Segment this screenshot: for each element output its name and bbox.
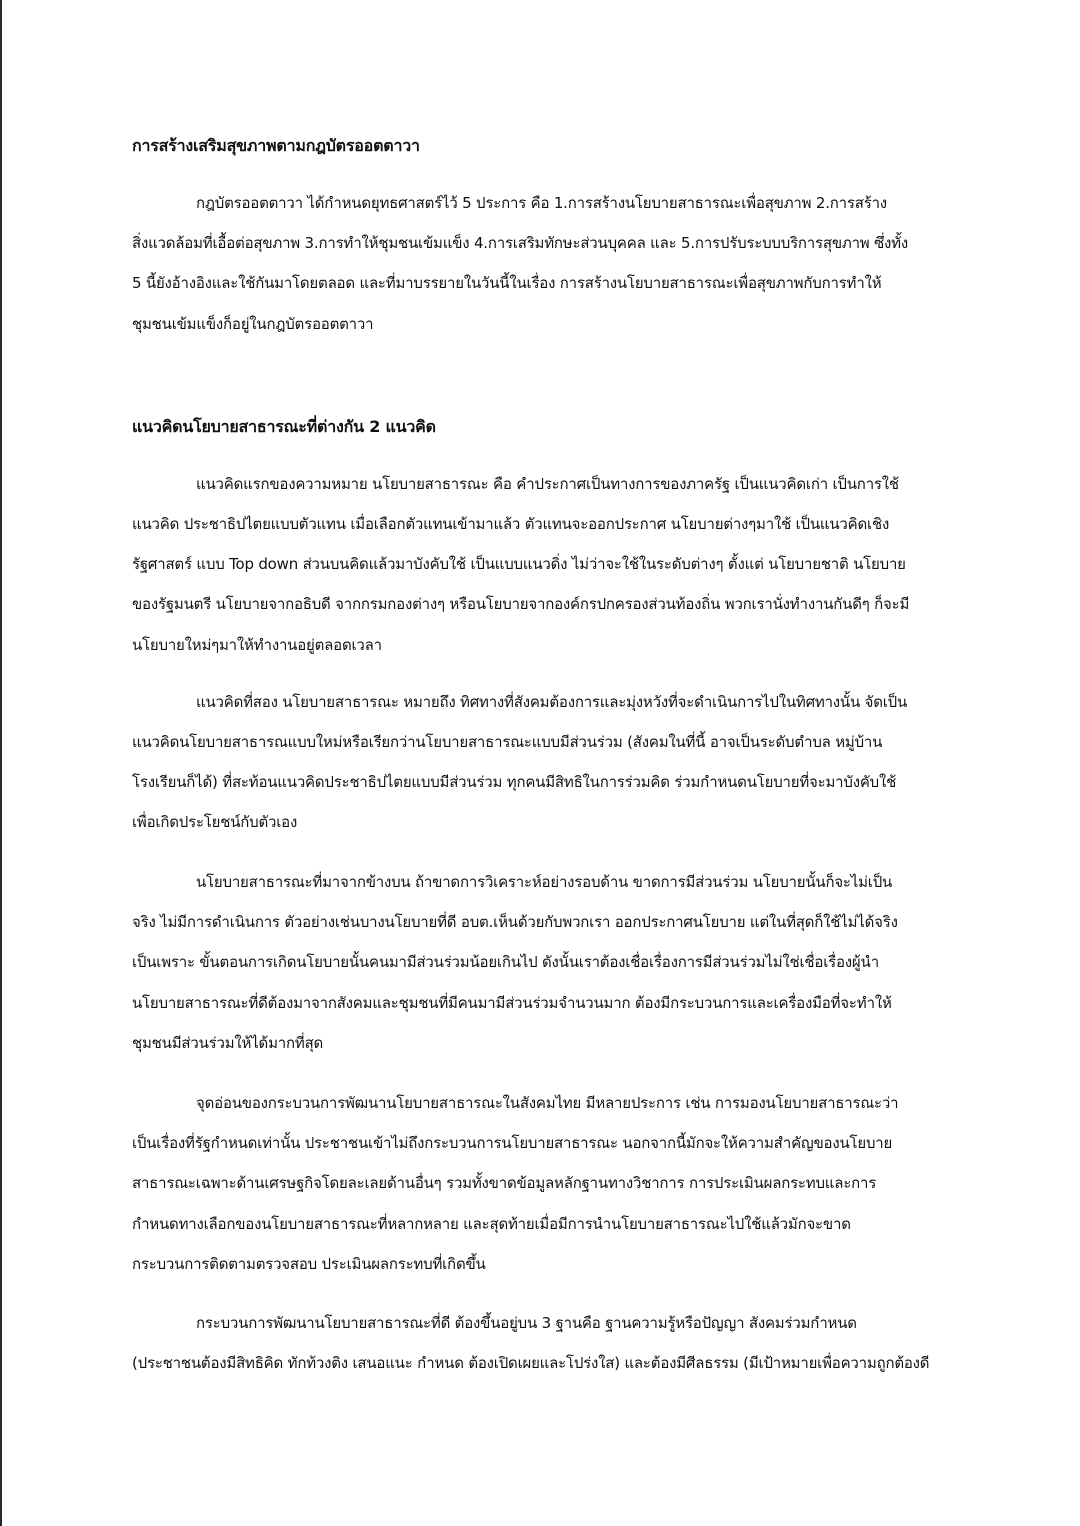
paragraph-line: นโยบายสาธารณะที่ดีต้องมาจากสังคมและชุมชนที่มีคนมามีส่วนร่วมจำนวนมาก ต้องมีกระบวนการและเครื่องมือที่จะทำให้ <box>132 994 892 1012</box>
paragraph-line: กระบวนการพัฒนานโยบายสาธารณะที่ดี ต้องขึ้นอยู่บน 3 ฐานคือ ฐานความรู้หรือปัญญา สังคมร่วมกำหนด <box>196 1314 857 1332</box>
paragraph-line: แนวคิด ประชาธิปไตยแบบตัวแทน เมื่อเลือกตัวแทนเข้ามาแล้ว ตัวแทนจะออกประกาศ นโยบายต่างๆมาใช้ เป็นแนวคิดเชิง <box>132 515 890 533</box>
paragraph-line: สาธารณะเฉพาะด้านเศรษฐกิจโดยละเลยด้านอื่นๆ รวมทั้งขาดข้อมูลหลักฐานทางวิชาการ การประเมินผลกระทบและการ <box>132 1174 877 1192</box>
paragraph-line: กำหนดทางเลือกของนโยบายสาธารณะที่หลากหลาย และสุดท้ายเมื่อมีการนำนโยบายสาธารณะไปใช้แล้วมักจะขาด <box>132 1215 851 1233</box>
section-heading-ottawa-charter: การสร้างเสริมสุขภาพตามกฎบัตรออตตาวา <box>132 136 420 155</box>
paragraph-line: ชุมชนเข้มแข็งก็อยู่ในกฎบัตรออตตาวา <box>132 315 374 333</box>
paragraph-line: (ประชาชนต้องมีสิทธิคิด ทักท้วงติง เสนอแนะ กำหนด ต้องเปิดเผยและโปร่งใส) และต้องมีศีลธรรม (มีเป้าหมายเพื่อความถูกต้องดี <box>132 1354 930 1372</box>
paragraph-line: เพื่อเกิดประโยชน์กับตัวเอง <box>132 813 298 831</box>
paragraph-line: 5 นี้ยังอ้างอิงและใช้กันมาโดยตลอด และที่มาบรรยายในวันนี้ในเรื่อง การสร้างนโยบายสาธารณะเพื่อสุขภาพกับการทำให้ <box>132 274 882 292</box>
paragraph-line: ของรัฐมนตรี นโยบายจากอธิบดี จากกรมกองต่างๆ หรือนโยบายจากองค์กรปกครองส่วนท้องถิ่น พวกเรานั่งทำงานกันดีๆ ก็จะมี <box>132 595 910 613</box>
paragraph-line: แนวคิดแรกของความหมาย นโยบายสาธารณะ คือ คำประกาศเป็นทางการของภาครัฐ เป็นแนวคิดเก่า เป็นการใช้ <box>196 475 899 493</box>
paragraph-line: โรงเรียนก็ได้) ที่สะท้อนแนวคิดประชาธิปไตยแบบมีส่วนร่วม ทุกคนมีสิทธิในการร่วมคิด ร่วมกำหนดนโยบายที่จะมาบังคับใช้ <box>132 773 897 791</box>
paragraph-line: เป็นเพราะ ขั้นตอนการเกิดนโยบายนั้นคนมามีส่วนร่วมน้อยเกินไป ดังนั้นเราต้องเชื่อเรื่องการมีส่วนร่วมไม่ใช่เชื่อเรื่องผู้นำ <box>132 953 879 971</box>
paragraph-line: เป็นเรื่องที่รัฐกำหนดเท่านั้น ประชาชนเข้าไม่ถึงกระบวนการนโยบายสาธารณะ นอกจากนี้มักจะให้ความสำคัญของนโยบาย <box>132 1134 893 1152</box>
paragraph-line: จริง ไม่มีการดำเนินการ ตัวอย่างเช่นบางนโยบายที่ดี อบต.เห็นด้วยกับพวกเรา ออกประกาศนโยบาย แต่ในที่สุดก็ใช้ไม่ได้จริง <box>132 913 898 931</box>
paragraph-line: แนวคิดที่สอง นโยบายสาธารณะ หมายถึง ทิศทางที่สังคมต้องการและมุ่งหวังที่จะดำเนินการไปในทิศทางนั้น จัดเป็น <box>196 693 908 711</box>
paragraph-line: แนวคิดนโยบายสาธารณแบบใหม่หรือเรียกว่านโยบายสาธารณะแบบมีส่วนร่วม (สังคมในที่นี้ อาจเป็นระดับตำบล หมู่บ้าน <box>132 733 883 751</box>
paragraph-line: รัฐศาสตร์ แบบ Top down ส่วนบนคิดแล้วมาบังคับใช้ เป็นแบบแนวดิ่ง ไม่ว่าจะใช้ในระดับต่างๆ ตั้งแต่ นโยบายชาติ นโยบาย <box>132 555 906 573</box>
paragraph-line: สิ่งแวดล้อมที่เอื้อต่อสุขภาพ 3.การทำให้ชุมชนเข้มแข็ง 4.การเสริมทักษะส่วนบุคคล และ 5.การปรับระบบบริการสุขภาพ ซึ่งทั้ง <box>132 234 908 252</box>
paragraph-line: กฎบัตรออตตาวา ได้กำหนดยุทธศาสตร์ไว้ 5 ประการ คือ 1.การสร้างนโยบายสาธารณะเพื่อสุขภาพ 2.การสร้าง <box>196 194 887 212</box>
paragraph-line: จุดอ่อนของกระบวนการพัฒนานโยบายสาธารณะในสังคมไทย มีหลายประการ เช่น การมองนโยบายสาธารณะว่า <box>196 1094 899 1112</box>
paragraph-line: นโยบายใหม่ๆมาให้ทำงานอยู่ตลอดเวลา <box>132 636 382 654</box>
paragraph-line: นโยบายสาธารณะที่มาจากข้างบน ถ้าขาดการวิเคราะห์อย่างรอบด้าน ขาดการมีส่วนร่วม นโยบายนั้นก็จะไม่เป็น <box>196 873 893 891</box>
paragraph-line: กระบวนการติดตามตรวจสอบ ประเมินผลกระทบที่เกิดขึ้น <box>132 1255 486 1273</box>
paragraph-line: ชุมชนมีส่วนร่วมให้ได้มากที่สุด <box>132 1034 324 1052</box>
section-heading-two-concepts: แนวคิดนโยบายสาธารณะที่ต่างกัน 2 แนวคิด <box>132 417 436 436</box>
